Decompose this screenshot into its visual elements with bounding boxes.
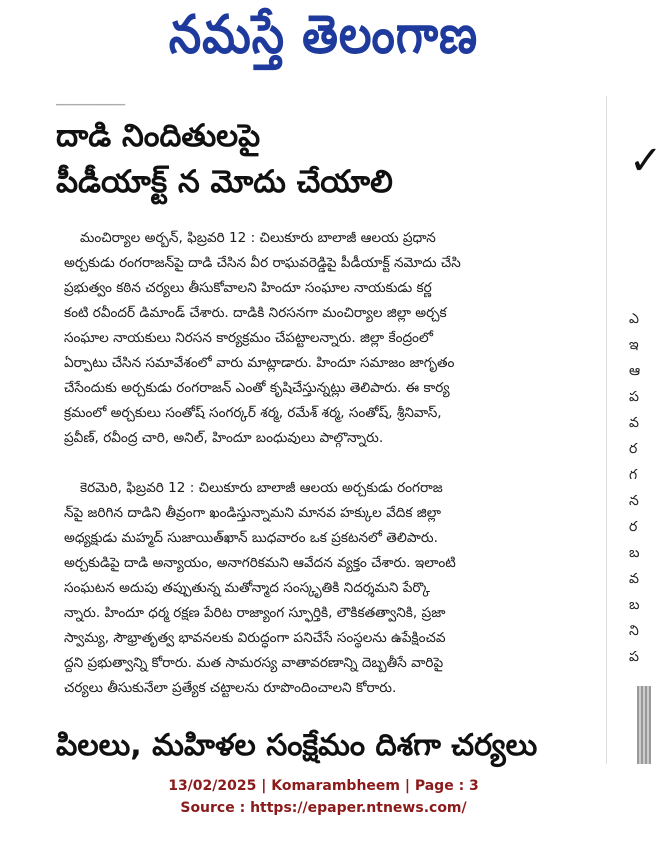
paragraph-line: ప్రవీణ్, రవీంద్ర చారి, అనిల్, హిందూ బంధువులు పాల్గొన్నారు. [64, 430, 384, 446]
article [56, 96, 608, 764]
paragraph-line: సంఘటన అదుపు తప్పుతున్న మతోన్మాద సంస్కృతికి నిదర్శమని పేర్కొ [64, 580, 430, 596]
paragraph-line: స్వామ్య, సౌభ్రాతృత్వ భావనలకు విరుద్ధంగా పనిచేసే సంస్థలను ఉపేక్షించవ [64, 630, 446, 646]
paragraph-line: న్నారు. హిందూ ధర్మ రక్షణ పేరిట రాజ్యాంగ స్ఫూర్తికి, లౌకికతత్వానికి, ప్రజా [64, 605, 446, 621]
headline-line-1: దాడి నిందితులపై [56, 118, 261, 154]
masthead [0, 0, 647, 82]
paragraph-line: మంచిర్యాల అర్బన్, ఫిబ్రవరి 12 : చిలుకూరు బాలాజీ ఆలయ ప్రధాన [80, 230, 436, 246]
cropped-text-fragment: ▁▁▁▁▁▁▁▁▁▁ [56, 96, 126, 106]
paragraph-line: చేసేందుకు అర్చకుడు రంగరాజన్ ఎంతో కృషిచేస్తున్నట్లు తెలిపారు. ఈ కార్య [64, 380, 450, 396]
source-link[interactable]: Source : https://epaper.ntnews.com/ [180, 800, 467, 816]
edition-info: 13/02/2025 | Komarambheem | Page : 3 [168, 778, 479, 794]
paragraph-line: ఏర్పాటు చేసిన సమావేశంలో వారు మాట్లాడారు. హిందూ సమాజం జాగృతం [64, 355, 455, 371]
paragraph-1 [64, 226, 608, 451]
paragraph-line: క్రమంలో అర్చకులు సంతోష్ సంగర్కర్ శర్మ, రమేశ్ శర్మ, సంతోష్, శ్రీనివాస్, [64, 405, 442, 421]
paragraph-line: న్‌పై జరిగిన దాడిని తీవ్రంగా ఖండిస్తున్నామని మానవ హక్కుల వేదిక జిల్లా [64, 505, 441, 521]
paragraph-line: ప్రభుత్వం కఠిన చర్యలు తీసుకోవాలని హిందూ సంఘాల నాయకుడు కర్ణ [64, 280, 432, 296]
paragraph-2 [64, 476, 608, 701]
adjacent-column-crop [606, 96, 663, 764]
cropped-column-text: ఎ ఇ ఆ ప వ ర గ న ర బ వ బ ని ప [629, 311, 641, 665]
headline-line-2: పీడీయాక్ట్ న మోదు చేయాలి [56, 164, 393, 200]
paragraph-line: అర్చకుడు రంగరాజన్‌పై దాడి చేసిన వీర రాఘవరెడ్డిపై పీడీయాక్ట్ నమోదు చేసి [64, 255, 461, 271]
paragraph-line: కెరమెరి, ఫిబ్రవరి 12 : చిలుకూరు బాలాజీ ఆలయ అర్చకుడు రంగరాజ [80, 480, 443, 496]
next-article-headline: పిలలు, మహిళల సంక్షేమం దిశగా చర్యలు [56, 728, 538, 763]
paragraph-line: చర్యలు తీసుకునేలా ప్రత్యేక చట్టాలను రూపొందించాలని కోరారు. [64, 680, 397, 696]
newspaper-title: నమస్తే తెలంగాణ [168, 3, 479, 66]
paragraph-line: అధ్యక్షుడు మహ్మద్ సుజాయిత్‌ఖాన్ బుధవారం ఒక ప్రకటనలో తెలిపారు. [64, 530, 438, 546]
page-footer [0, 775, 647, 819]
paragraph-line: కంటి రవీందర్ డిమాండ్ చేశారు. దాడికి నిరసనగా మంచిర్యాల జిల్లా అర్చక [64, 305, 447, 321]
paragraph-line: సంఘాల నాయకులు నిరసన కార్యక్రమం చేపట్టాలన్నారు. జిల్లా కేంద్రంలో [64, 330, 433, 346]
cropped-photo [637, 686, 651, 764]
paragraph-line: ద్దని ప్రభుత్వాన్ని కోరారు. మత సామరస్య వాతావరణాన్ని దెబ్బతీసే వారిపై [64, 655, 444, 671]
cropped-headline-glyph: ✓ [629, 138, 663, 184]
paragraph-line: అర్చకుడిపై దాడి అన్యాయం, అనాగరికమని ఆవేదన వ్యక్తం చేశారు. ఇలాంటి [64, 555, 456, 571]
